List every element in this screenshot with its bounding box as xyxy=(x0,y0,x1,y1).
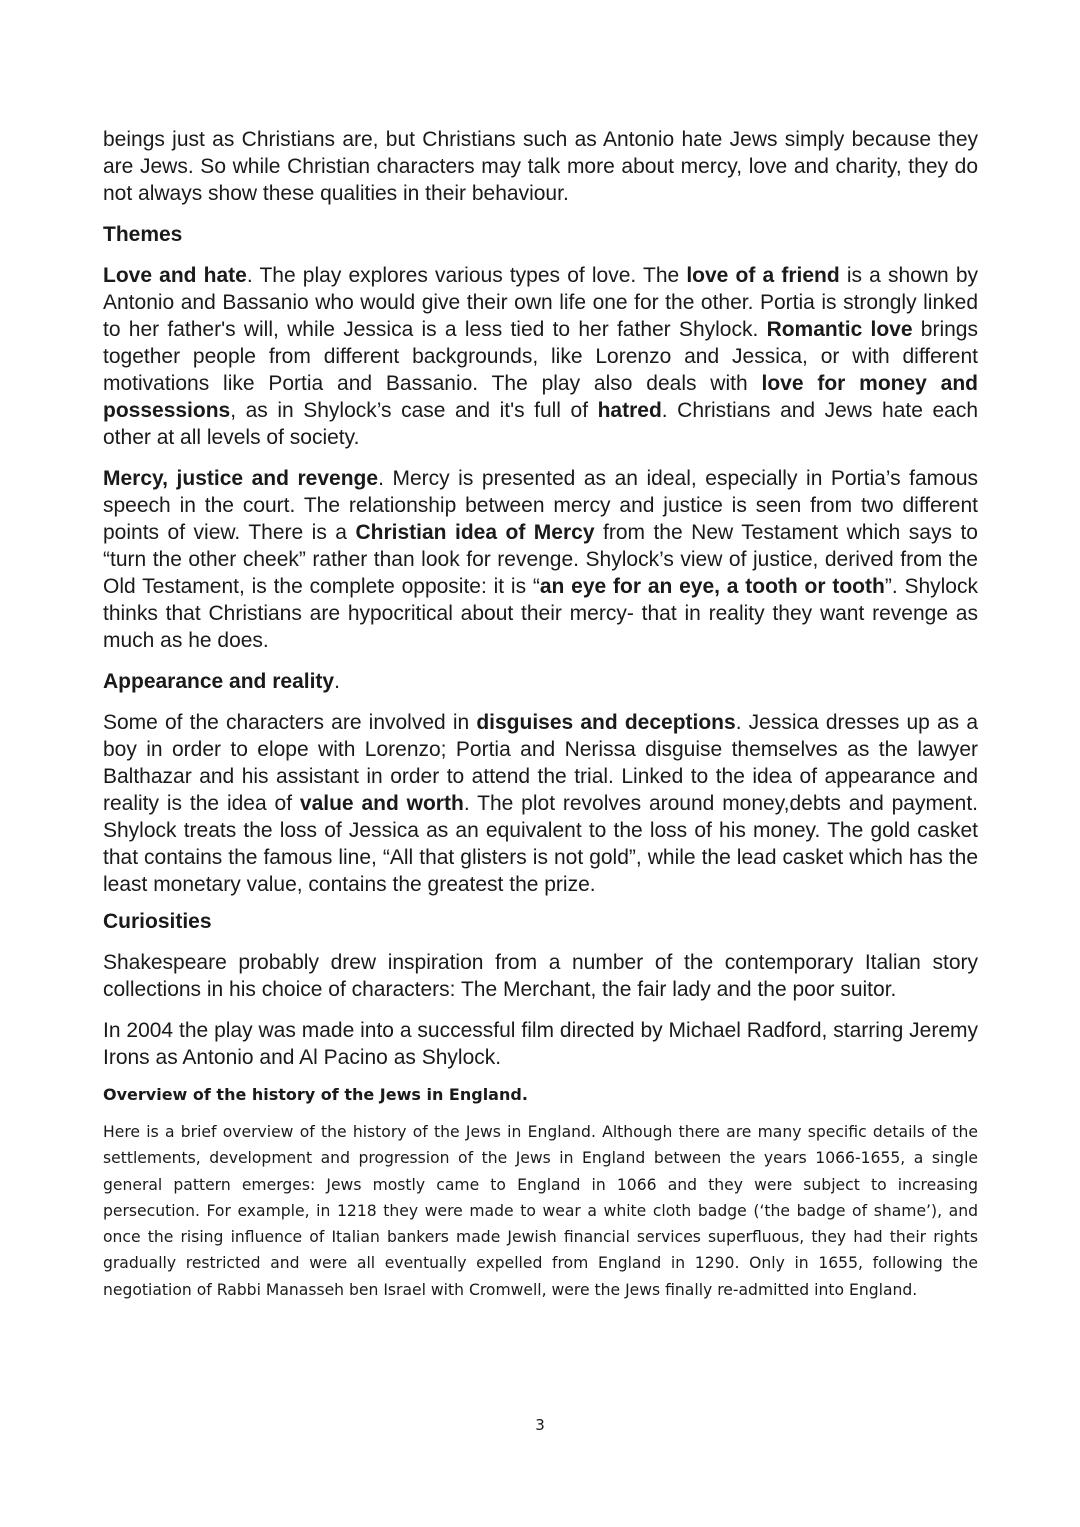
text-run: from the New Testament which says to “turn the other cheek” rather than look for revenge. Shylock’s view of justice, derived from the Old Testament, is the complete opposite: it is “ xyxy=(103,521,978,598)
love-hate-title: Love and hate xyxy=(103,264,247,287)
history-paragraph: Here is a brief overview of the history of the Jews in England. Although there are many specific details of the settlements, development and progression of the Jews in England between the years 1066-1655, a single general pattern emerges: Jews mostly came to England in 1066 and they were subject to increasing persecution. For example, in 1218 they were made to wear a white cloth badge (‘the badge of shame’), and once the rising influence of Italian bankers made Jewish financial services superfluous, they had their rights gradually restricted and were all eventually expelled from England in 1290. Only in 1655, following the negotiation of Rabbi Manasseh ben Israel with Cromwell, were the Jews finally re-admitted into England. xyxy=(103,1123,978,1299)
mercy-title: Mercy, justice and revenge xyxy=(103,467,379,490)
page-number: 3 xyxy=(535,1416,545,1434)
text-run: . Jessica dresses up as a boy in order to elope with Lorenzo; Portia and Nerissa disguise themselves as the lawyer Balthazar and his assistant in order to attend the trial. Linked to the idea of appearance and reality is the idea of xyxy=(103,711,978,815)
bold-phrase: hatred xyxy=(597,399,662,422)
text-run: Some of the characters are involved in xyxy=(103,711,477,734)
bold-phrase: Romantic love xyxy=(766,318,913,341)
appearance-heading xyxy=(103,668,978,695)
text-run: brings together people from different backgrounds, like Lorenzo and Jessica, or with different motivations like Portia and Bassanio. The play also deals with xyxy=(103,318,978,395)
text-run: . Mercy is presented as an ideal, especially in Portia’s famous speech in the court. The relationship between mercy and justice is seen from two different points of view. There is a xyxy=(103,467,978,544)
curiosities-heading: Curiosities xyxy=(103,910,212,933)
intro-paragraph: beings just as Christians are, but Christians such as Antonio hate Jews simply because they are Jews. So while Christian characters may talk more about mercy, love and charity, they do not always show these qualities in their behaviour. xyxy=(103,128,978,205)
text-run: . The play explores various types of love. The xyxy=(246,264,687,287)
curiosities-paragraph-2: In 2004 the play was made into a successful film directed by Michael Radford, starring Jeremy Irons as Antonio and Al Pacino as Shylock. xyxy=(103,1019,978,1069)
text-run: , as in Shylock’s case and it's full of xyxy=(230,399,598,422)
bold-phrase: an eye for an eye, a tooth or tooth xyxy=(539,575,885,598)
document-page xyxy=(103,126,978,1303)
text-run: . The plot revolves around money,debts and payment. Shylock treats the loss of Jessica as an equivalent to the loss of his money. The gold casket that contains the famous line, “All that glisters is not gold”, while the lead casket which has the least monetary value, contains the greatest the prize. xyxy=(103,792,979,896)
themes-heading: Themes xyxy=(103,223,183,246)
mercy-paragraph xyxy=(103,465,978,654)
love-hate-paragraph xyxy=(103,262,978,451)
bold-phrase: disguises and deceptions xyxy=(476,711,736,734)
history-section xyxy=(103,1085,978,1303)
bold-phrase: love of a friend xyxy=(686,264,840,287)
text-run: ”. Shylock thinks that Christians are hypocritical about their mercy- that in reality they want revenge as much as he does. xyxy=(103,575,978,652)
main-text xyxy=(103,126,978,1071)
appearance-heading-text: Appearance and reality xyxy=(103,670,335,693)
history-heading: Overview of the history of the Jews in England. xyxy=(103,1085,528,1104)
bold-phrase: Christian idea of Mercy xyxy=(355,521,595,544)
text-run: . Christians and Jews hate each other at all levels of society. xyxy=(103,399,978,449)
bold-phrase: value and worth xyxy=(299,792,464,815)
heading-period: . xyxy=(334,670,340,693)
text-run: is a shown by Antonio and Bassanio who would give their own life one for the other. Portia is strongly linked to her father's will, while Jessica is a less tied to her father Shylock. xyxy=(103,264,979,341)
curiosities-paragraph-1: Shakespeare probably drew inspiration from a number of the contemporary Italian story collections in his choice of characters: The Merchant, the fair lady and the poor suitor. xyxy=(103,951,978,1001)
appearance-paragraph xyxy=(103,709,978,898)
bold-phrase: love for money and possessions xyxy=(103,372,978,422)
